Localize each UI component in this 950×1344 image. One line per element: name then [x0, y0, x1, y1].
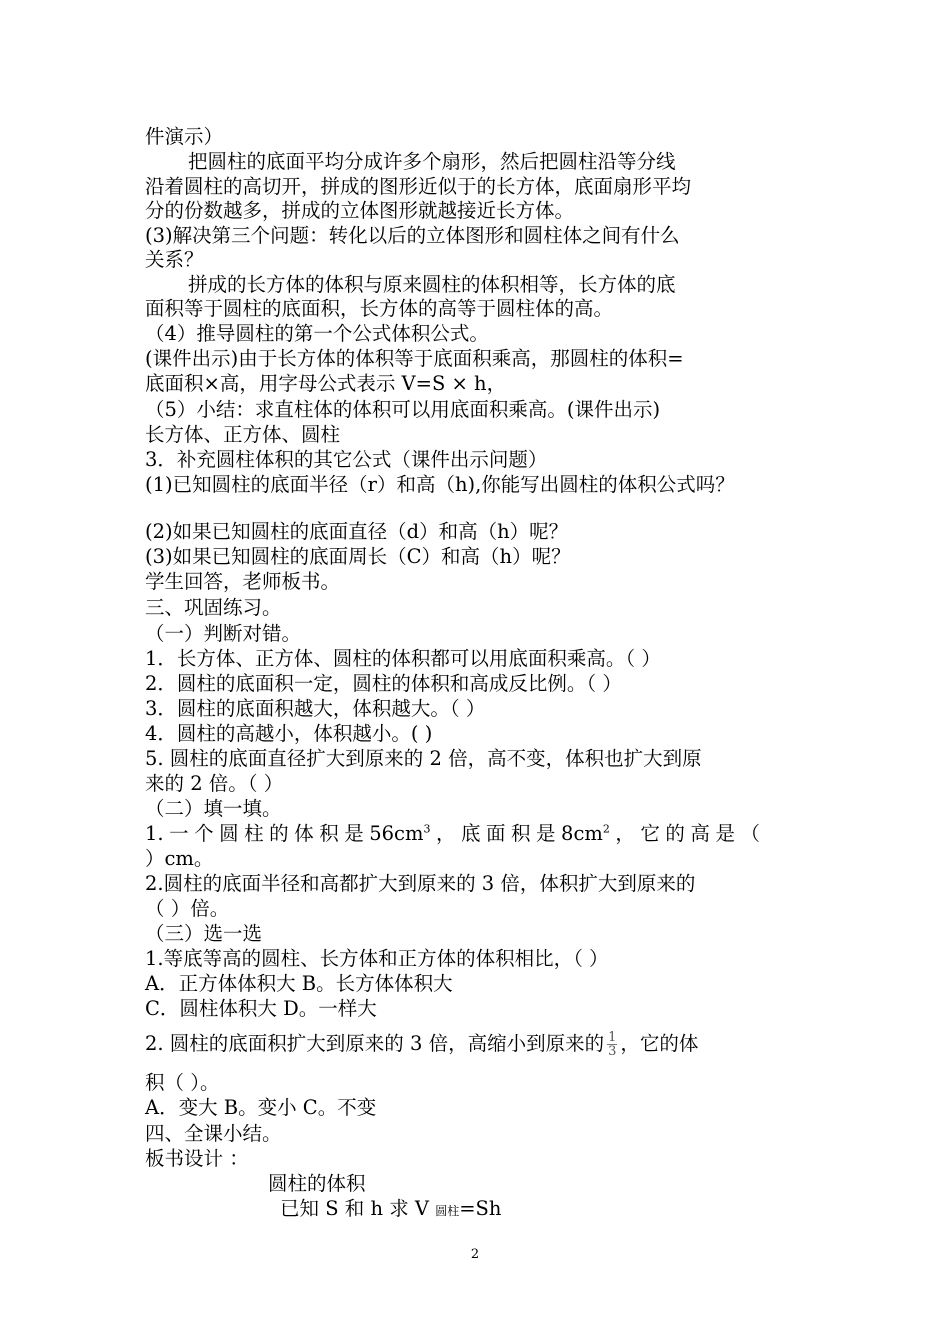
- text-line: 5. 圆柱的底面直径扩大到原来的 2 倍，高不变，体积也扩大到原: [145, 747, 702, 770]
- text-line: 分的份数越多，拼成的立体图形就越接近长方体。: [145, 199, 575, 222]
- text-line: 把圆柱的底面平均分成许多个扇形，然后把圆柱沿等分线: [188, 150, 676, 173]
- text-line: 学生回答，老师板书。: [145, 570, 341, 593]
- text-line: （一）判断对错。: [145, 622, 302, 645]
- text-line: 面积等于圆柱的底面积，长方体的高等于圆柱体的高。: [145, 297, 614, 320]
- text-line: ）cm。: [145, 847, 214, 870]
- fill-question-line: 1. 一 个 圆 柱 的 体 积 是 $56cm^3$ ， 底 面 积 是 $8cm^2$ ， 它 的 高 是 （: [145, 822, 760, 845]
- text-line: （ ）倍。: [145, 897, 230, 920]
- text-line: 沿着圆柱的高切开，拼成的图形近似于的长方体，底面扇形平均: [145, 175, 692, 198]
- text-line: 2．圆柱的底面积一定，圆柱的体积和高成反比例。（ ）: [145, 672, 622, 695]
- text-line: （二）填一填。: [145, 797, 282, 820]
- text-line: (课件出示)由于长方体的体积等于底面积乘高，那圆柱的体积=: [145, 347, 684, 370]
- text-line: （三）选一选: [145, 922, 263, 945]
- text-line: 件演示）: [145, 125, 224, 148]
- choose-question-line: 2. 圆柱的底面积扩大到原来的 3 倍，高缩小到原来的 $\frac{1}{3}$ ，它的体: [145, 1030, 699, 1059]
- fraction-one-third: $\frac{1}{3}$: [608, 1030, 617, 1059]
- text-line: 长方体、正方体、圆柱: [145, 423, 341, 446]
- text-line: 板书设计 ：: [145, 1147, 249, 1170]
- text-line: 3．补充圆柱体积的其它公式（课件出示问题）: [145, 448, 548, 471]
- text-line: 1．长方体、正方体、圆柱的体积都可以用底面积乘高。（ ）: [145, 647, 661, 670]
- section-heading: 四、全课小结。: [145, 1122, 282, 1145]
- board-title: 圆柱的体积: [268, 1172, 366, 1195]
- text-line: (3)解决第三个问题：转化以后的立体图形和圆柱体之间有什么: [145, 224, 680, 247]
- text-line: C．圆柱体积大 D。一样大: [145, 997, 377, 1020]
- text-line: A．变大 B。变小 C。不变: [145, 1096, 377, 1119]
- text-line: (2)如果已知圆柱的底面直径（d）和高（h）呢？: [145, 520, 569, 543]
- text-line: 关系？: [145, 248, 204, 271]
- page-number: 2: [470, 1247, 480, 1262]
- text-line: （5）小结：求直柱体的体积可以用底面积乘高。(课件出示): [145, 398, 661, 421]
- text-line: 拼成的长方体的体积与原来圆柱的体积相等，长方体的底: [188, 273, 676, 296]
- text-line: 3．圆柱的底面积越大，体积越大。（ ）: [145, 697, 486, 720]
- text-line: A．正方体体积大 B。长方体体积大: [145, 972, 453, 995]
- text-line: 4．圆柱的高越小，体积越小。( ): [145, 722, 433, 745]
- text-line: 积（ ）。: [145, 1071, 220, 1094]
- text-line: 2.圆柱的底面半径和高都扩大到原来的 3 倍，体积扩大到原来的: [145, 872, 696, 895]
- text-line: 1.等底等高的圆柱、长方体和正方体的体积相比，（ ）: [145, 947, 609, 970]
- text-line: (1)已知圆柱的底面半径（r）和高（h),你能写出圆柱的体积公式吗？: [145, 473, 735, 496]
- text-line: （4）推导圆柱的第一个公式体积公式。: [145, 322, 489, 345]
- text-line: 底面积×高，用字母公式表示 V=S × h，: [145, 372, 507, 395]
- text-line: (3)如果已知圆柱的底面周长（C）和高（h）呢？: [145, 545, 571, 568]
- text-line: 来的 2 倍。（ ）: [145, 772, 284, 795]
- section-heading: 三、巩固练习。: [145, 596, 282, 619]
- board-formula: 已知 S 和 h 求 V 圆柱=Sh: [280, 1197, 502, 1220]
